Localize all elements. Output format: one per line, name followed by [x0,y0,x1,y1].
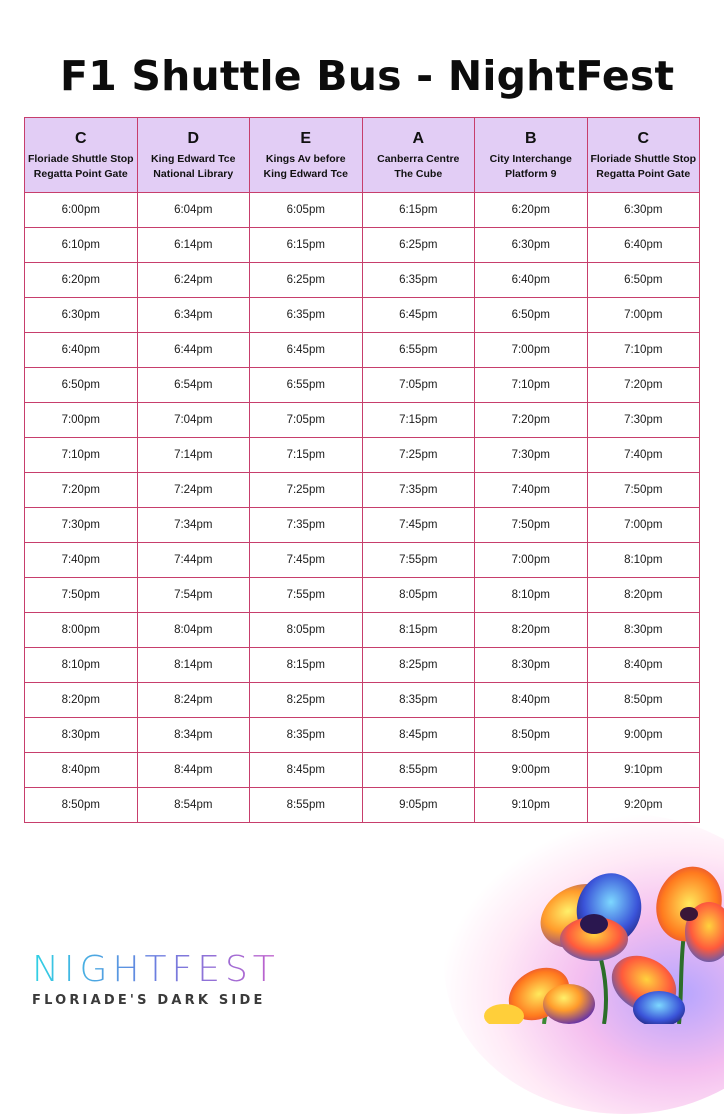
time-cell: 7:50pm [25,578,138,613]
time-cell: 7:40pm [25,543,138,578]
time-cell: 8:44pm [137,753,250,788]
time-cell: 7:54pm [137,578,250,613]
time-cell: 8:40pm [25,753,138,788]
time-cell: 7:34pm [137,508,250,543]
time-cell: 9:20pm [587,788,700,823]
time-cell: 8:00pm [25,613,138,648]
time-cell: 7:25pm [250,473,363,508]
time-cell: 8:14pm [137,648,250,683]
time-cell: 7:05pm [250,403,363,438]
time-cell: 8:20pm [475,613,588,648]
stop-name-line2: The Cube [394,167,443,180]
time-cell: 8:04pm [137,613,250,648]
time-cell: 7:44pm [137,543,250,578]
time-cell: 6:34pm [137,298,250,333]
time-cell: 8:50pm [587,683,700,718]
stop-header [587,118,700,193]
time-cell: 8:55pm [250,788,363,823]
time-cell: 6:15pm [250,228,363,263]
time-cell: 7:45pm [362,508,475,543]
stop-header [250,118,363,193]
time-cell: 8:45pm [362,718,475,753]
time-cell: 8:45pm [250,753,363,788]
time-cell: 8:10pm [587,543,700,578]
time-cell: 8:20pm [587,578,700,613]
time-cell: 7:55pm [362,543,475,578]
time-cell: 6:40pm [475,263,588,298]
time-cell: 7:14pm [137,438,250,473]
stop-header [475,118,588,193]
time-cell: 7:10pm [475,368,588,403]
time-cell: 6:40pm [25,333,138,368]
stop-code: E [300,129,312,147]
logo-tagline: FLORIADE'S DARK SIDE [32,993,266,1008]
stop-code: C [637,129,650,147]
time-cell: 7:00pm [587,508,700,543]
table-row [25,263,700,298]
time-cell: 7:45pm [250,543,363,578]
time-cell: 6:24pm [137,263,250,298]
time-cell: 6:30pm [587,193,700,228]
time-cell: 6:35pm [362,263,475,298]
time-cell: 6:40pm [587,228,700,263]
time-cell: 6:30pm [25,298,138,333]
time-cell: 7:05pm [362,368,475,403]
time-cell: 6:05pm [250,193,363,228]
time-cell: 7:00pm [25,403,138,438]
time-cell: 9:00pm [475,753,588,788]
table-row [25,298,700,333]
table-row [25,473,700,508]
table-row [25,333,700,368]
stop-name-line1: City Interchange [489,152,572,165]
time-cell: 7:24pm [137,473,250,508]
time-cell: 8:35pm [250,718,363,753]
time-cell: 8:50pm [475,718,588,753]
time-cell: 7:50pm [475,508,588,543]
stop-header [25,118,138,193]
timetable-body [25,193,700,823]
stop-code: C [74,129,87,147]
time-cell: 7:00pm [475,333,588,368]
time-cell: 7:20pm [475,403,588,438]
page-title: F1 Shuttle Bus - NightFest [60,52,675,100]
stop-code: B [524,129,537,147]
time-cell: 6:14pm [137,228,250,263]
time-cell: 7:15pm [362,403,475,438]
time-cell: 7:20pm [587,368,700,403]
time-cell: 8:54pm [137,788,250,823]
time-cell: 9:10pm [587,753,700,788]
table-row [25,368,700,403]
stop-header [137,118,250,193]
time-cell: 6:30pm [475,228,588,263]
table-row [25,438,700,473]
stop-name-line1: King Edward Tce [151,152,236,165]
time-cell: 6:00pm [25,193,138,228]
time-cell: 7:04pm [137,403,250,438]
time-cell: 8:05pm [362,578,475,613]
time-cell: 6:45pm [362,298,475,333]
time-cell: 8:10pm [25,648,138,683]
time-cell: 6:50pm [475,298,588,333]
time-cell: 6:25pm [250,263,363,298]
time-cell: 8:30pm [25,718,138,753]
time-cell: 9:00pm [587,718,700,753]
table-row [25,543,700,578]
stop-name-line2: King Edward Tce [263,167,348,180]
time-cell: 8:25pm [250,683,363,718]
timetable-header-row [25,118,700,193]
time-cell: 7:20pm [25,473,138,508]
time-cell: 8:55pm [362,753,475,788]
table-row [25,718,700,753]
time-cell: 7:55pm [250,578,363,613]
time-cell: 6:35pm [250,298,363,333]
time-cell: 9:10pm [475,788,588,823]
time-cell: 7:50pm [587,473,700,508]
time-cell: 6:25pm [362,228,475,263]
time-cell: 7:40pm [475,473,588,508]
time-cell: 6:10pm [25,228,138,263]
table-row [25,578,700,613]
time-cell: 6:54pm [137,368,250,403]
flower-illustration [484,854,724,1024]
time-cell: 8:20pm [25,683,138,718]
stop-name-line2: Regatta Point Gate [596,167,691,180]
table-row [25,508,700,543]
stop-name-line1: Canberra Centre [377,152,460,165]
stop-name-line1: Floriade Shuttle Stop [590,152,697,165]
time-cell: 6:20pm [25,263,138,298]
time-cell: 8:24pm [137,683,250,718]
table-row [25,228,700,263]
time-cell: 6:15pm [362,193,475,228]
time-cell: 7:15pm [250,438,363,473]
time-cell: 7:35pm [362,473,475,508]
time-cell: 8:05pm [250,613,363,648]
timetable [24,117,700,823]
time-cell: 8:40pm [587,648,700,683]
time-cell: 8:15pm [362,613,475,648]
time-cell: 7:40pm [587,438,700,473]
table-row [25,648,700,683]
time-cell: 8:30pm [475,648,588,683]
table-row [25,403,700,438]
time-cell: 7:10pm [587,333,700,368]
time-cell: 8:10pm [475,578,588,613]
stop-name-line2: Regatta Point Gate [33,167,128,180]
time-cell: 7:25pm [362,438,475,473]
time-cell: 6:45pm [250,333,363,368]
time-cell: 8:35pm [362,683,475,718]
time-cell: 7:35pm [250,508,363,543]
time-cell: 7:00pm [587,298,700,333]
time-cell: 7:30pm [587,403,700,438]
time-cell: 6:50pm [587,263,700,298]
stop-name-line1: Floriade Shuttle Stop [27,152,134,165]
flower-right [646,857,724,962]
logo-wordmark: NIGHTFEST [32,951,302,989]
time-cell: 8:34pm [137,718,250,753]
time-cell: 6:50pm [25,368,138,403]
stop-code: D [187,129,200,147]
time-cell: 7:00pm [475,543,588,578]
time-cell: 6:20pm [475,193,588,228]
time-cell: 7:30pm [25,508,138,543]
table-row [25,193,700,228]
stop-name-line2: Platform 9 [505,167,557,180]
time-cell: 8:30pm [587,613,700,648]
table-row [25,753,700,788]
stop-name-line2: National Library [153,167,234,180]
flower-large [530,866,649,961]
table-row [25,613,700,648]
time-cell: 8:25pm [362,648,475,683]
time-cell: 9:05pm [362,788,475,823]
time-cell: 6:55pm [362,333,475,368]
stop-header [362,118,475,193]
nightfest-logo [32,951,302,1011]
table-row [25,683,700,718]
time-cell: 8:50pm [25,788,138,823]
time-cell: 7:30pm [475,438,588,473]
stop-code: A [412,129,425,147]
time-cell: 7:10pm [25,438,138,473]
time-cell: 8:15pm [250,648,363,683]
time-cell: 6:44pm [137,333,250,368]
stop-name-line1: Kings Av before [265,152,346,165]
time-cell: 8:40pm [475,683,588,718]
time-cell: 6:04pm [137,193,250,228]
time-cell: 6:55pm [250,368,363,403]
